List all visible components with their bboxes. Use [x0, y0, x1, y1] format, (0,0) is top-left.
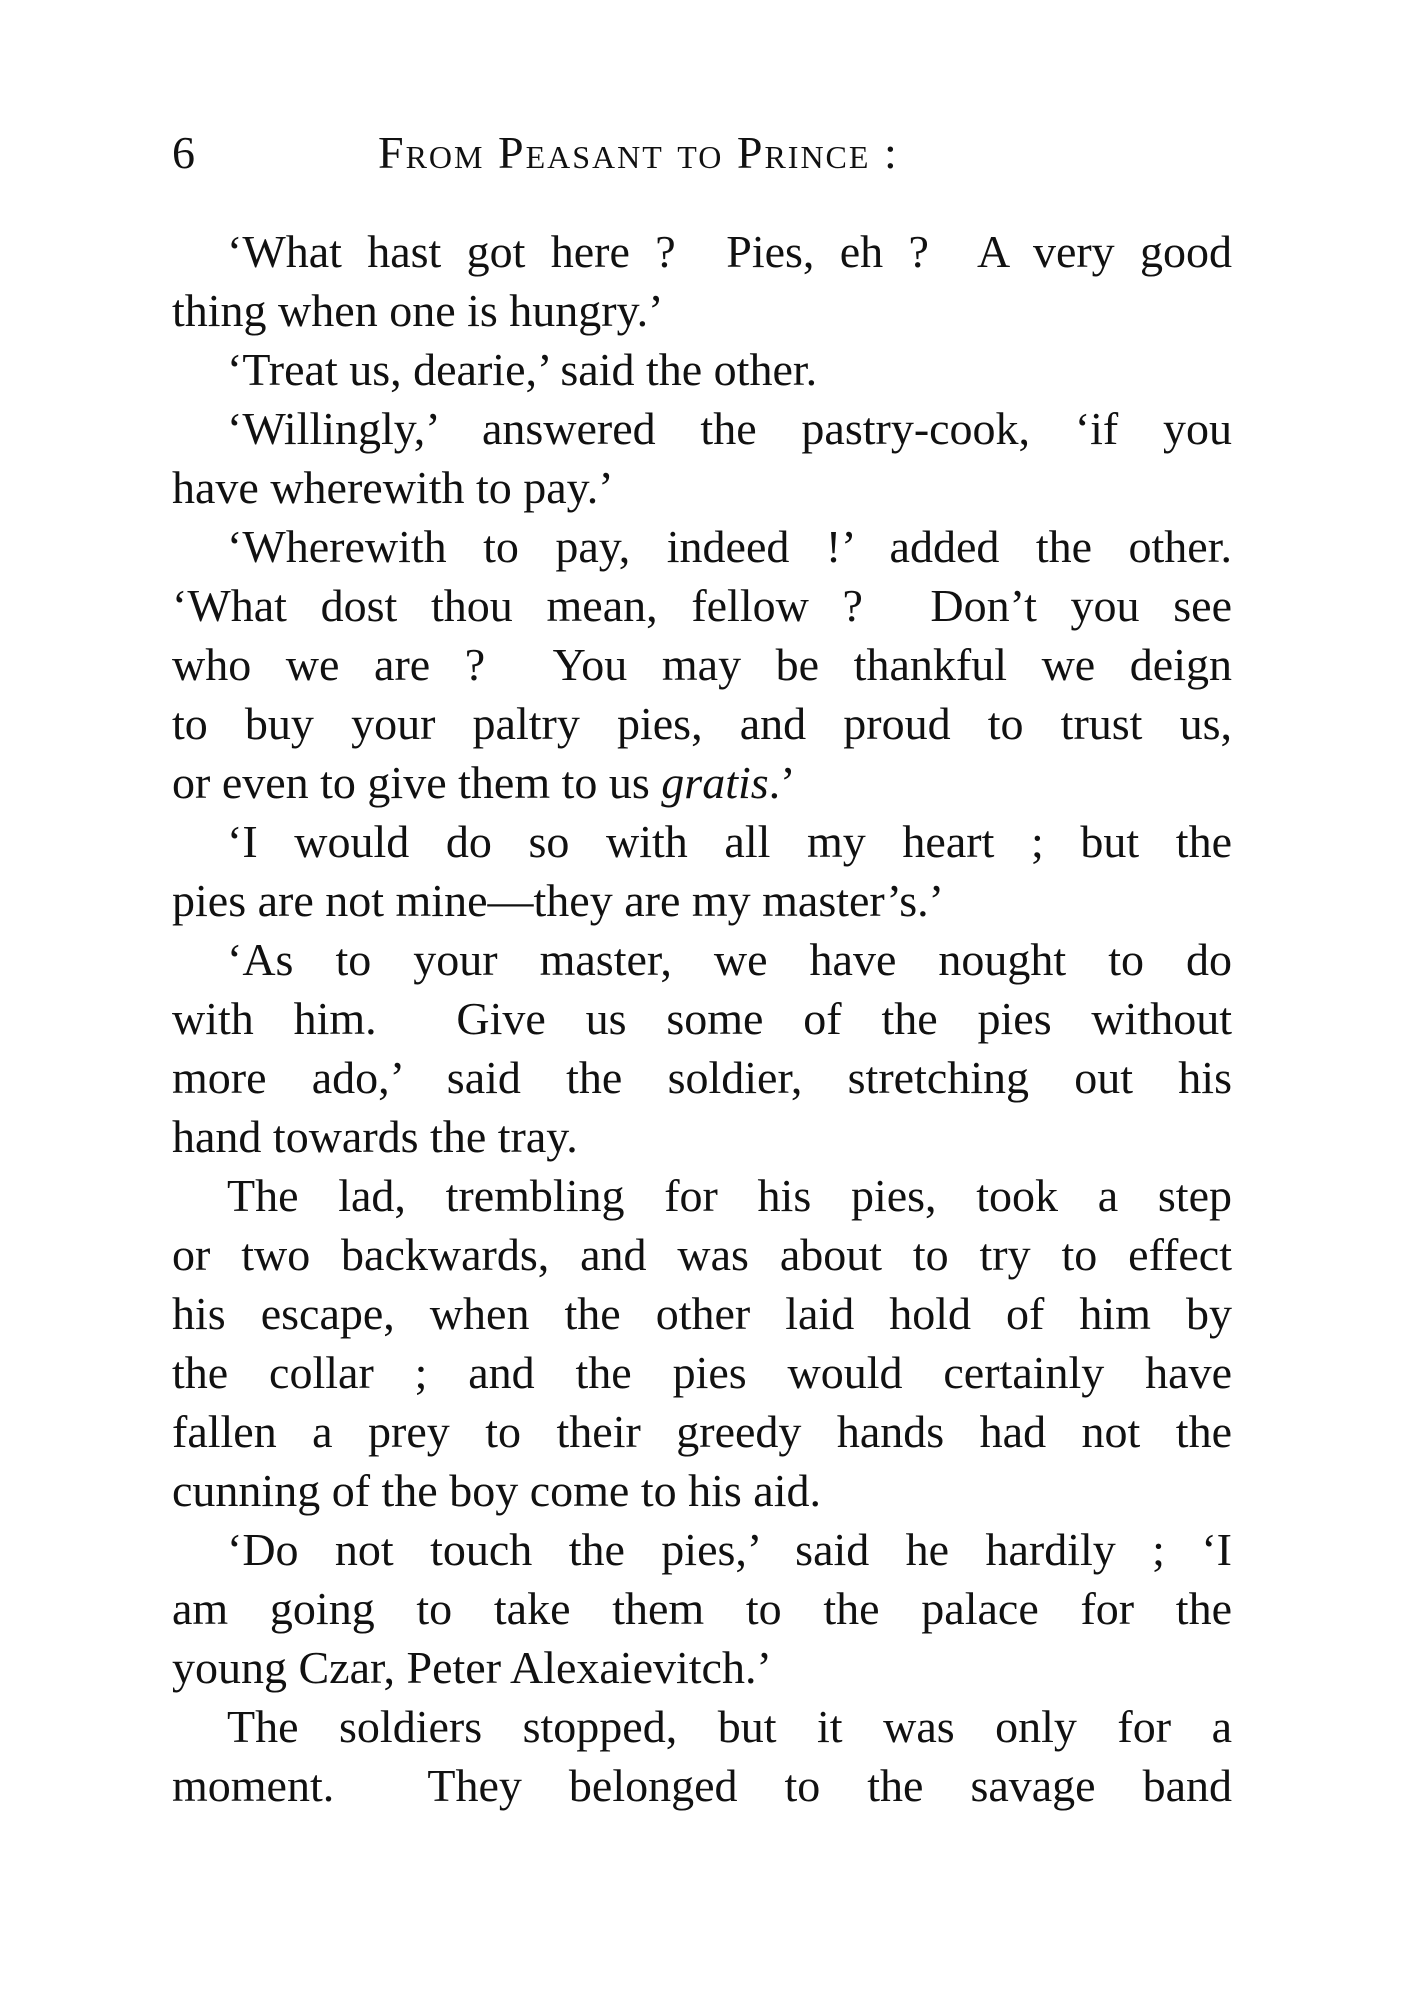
text-line: ‘Do not touch the pies,’ said he hardily ; ‘I: [227, 1524, 1232, 1575]
body-text: [172, 222, 1232, 1815]
running-title: From Peasant to Prince :: [378, 127, 899, 178]
text-line: to buy your paltry pies, and proud to trust us,: [172, 698, 1232, 749]
text-line: fallen a prey to their greedy hands had not the: [172, 1406, 1232, 1457]
text-line: who we are ? You may be thankful we deign: [172, 639, 1232, 690]
text-line: or even to give them to us gratis.’: [172, 757, 796, 808]
text-line: ‘As to your master, we have nought to do: [227, 934, 1232, 985]
text-line: pies are not mine—they are my master’s.’: [172, 875, 944, 926]
text-line: The lad, trembling for his pies, took a step: [227, 1170, 1232, 1221]
text-line: The soldiers stopped, but it was only for a: [227, 1701, 1232, 1752]
page-number: 6: [172, 127, 195, 178]
text-line: or two backwards, and was about to try to effect: [172, 1229, 1232, 1280]
text-line: thing when one is hungry.’: [172, 285, 664, 336]
text-line: cunning of the boy come to his aid.: [172, 1465, 821, 1516]
text-line: young Czar, Peter Alexaievitch.’: [172, 1642, 772, 1693]
italic-word: gratis: [661, 757, 769, 808]
text-line: ‘Willingly,’ answered the pastry-cook, ‘if you: [227, 403, 1232, 454]
text-line: the collar ; and the pies would certainly have: [172, 1347, 1232, 1398]
text-line: ‘Treat us, dearie,’ said the other.: [227, 344, 818, 395]
text-line: hand towards the tray.: [172, 1111, 578, 1162]
text-line: with him. Give us some of the pies without: [172, 993, 1232, 1044]
text-line: am going to take them to the palace for the: [172, 1583, 1232, 1634]
text-line: his escape, when the other laid hold of him by: [172, 1288, 1232, 1339]
text-line: ‘What dost thou mean, fellow ? Don’t you see: [172, 580, 1232, 631]
text-line: more ado,’ said the soldier, stretching out his: [172, 1052, 1232, 1103]
text-line: have wherewith to pay.’: [172, 462, 614, 513]
running-header: [172, 118, 1232, 188]
text-line: ‘Wherewith to pay, indeed !’ added the other.: [227, 521, 1232, 572]
text-line: ‘I would do so with all my heart ; but the: [227, 816, 1232, 867]
text-line: ‘What hast got here ? Pies, eh ? A very good: [227, 226, 1232, 277]
text-line: moment. They belonged to the savage band: [172, 1760, 1232, 1811]
